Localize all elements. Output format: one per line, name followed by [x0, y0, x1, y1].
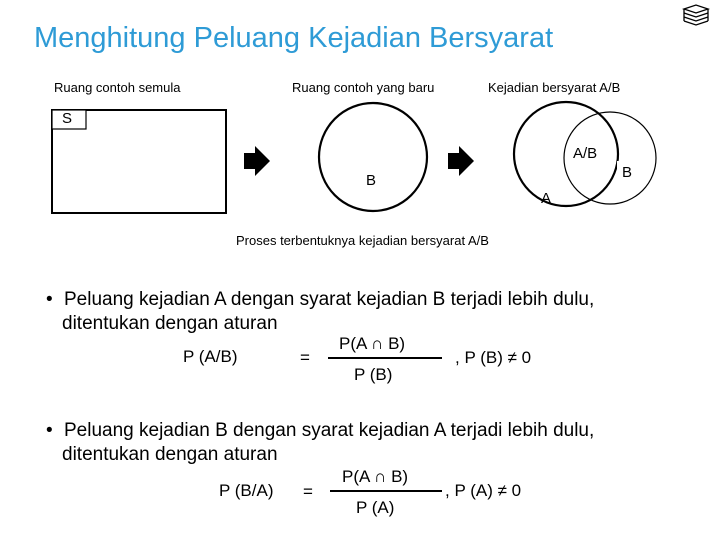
- formula1-equals: =: [300, 348, 310, 367]
- formula1-lhs: P (A/B): [183, 347, 238, 366]
- formula2-condition: , P (A) ≠ 0: [445, 481, 522, 500]
- caption-new-space: Ruang contoh yang baru: [292, 80, 435, 95]
- formula2-lhs: P (B/A): [219, 481, 274, 500]
- formula2-numerator: P(A ∩ B): [342, 467, 409, 486]
- label-s: S: [62, 110, 73, 127]
- label-a: A: [541, 190, 552, 207]
- formula2-denominator: P (A): [356, 498, 395, 517]
- formula2-fraction-bar: [330, 490, 442, 492]
- caption-conditional-event: Kejadian bersyarat A/B: [488, 80, 621, 95]
- label-a-given-b: A/B: [573, 145, 598, 162]
- label-b: B: [366, 172, 377, 189]
- bullet2-line1: Peluang kejadian B dengan syarat kejadian A terjadi lebih dulu,: [64, 420, 595, 441]
- label-b-right: B: [622, 164, 633, 181]
- bullet1-line1: Peluang kejadian A dengan syarat kejadian B terjadi lebih dulu,: [64, 289, 595, 310]
- formula1-numerator: P(A ∩ B): [339, 334, 406, 353]
- page-title: Menghitung Peluang Kejadian Bersyarat: [34, 22, 554, 54]
- bullet2-line2: ditentukan dengan aturan: [62, 444, 278, 465]
- arrow-right-icon: [244, 146, 270, 176]
- bullet1-line2: ditentukan dengan aturan: [62, 313, 278, 334]
- formula1-fraction-bar: [328, 357, 442, 359]
- caption-original-space: Ruang contoh semula: [54, 80, 181, 95]
- arrow-right-icon: [448, 146, 474, 176]
- process-caption: Proses terbentuknya kejadian bersyarat A/B: [236, 233, 489, 248]
- bullet-marker: •: [46, 289, 53, 310]
- formula2-equals: =: [303, 482, 313, 501]
- formula1-condition: , P (B) ≠ 0: [455, 348, 532, 367]
- circle-b: [319, 103, 427, 211]
- circle-a: [514, 102, 618, 206]
- bullet-marker: •: [46, 420, 53, 441]
- formula1-denominator: P (B): [354, 365, 393, 384]
